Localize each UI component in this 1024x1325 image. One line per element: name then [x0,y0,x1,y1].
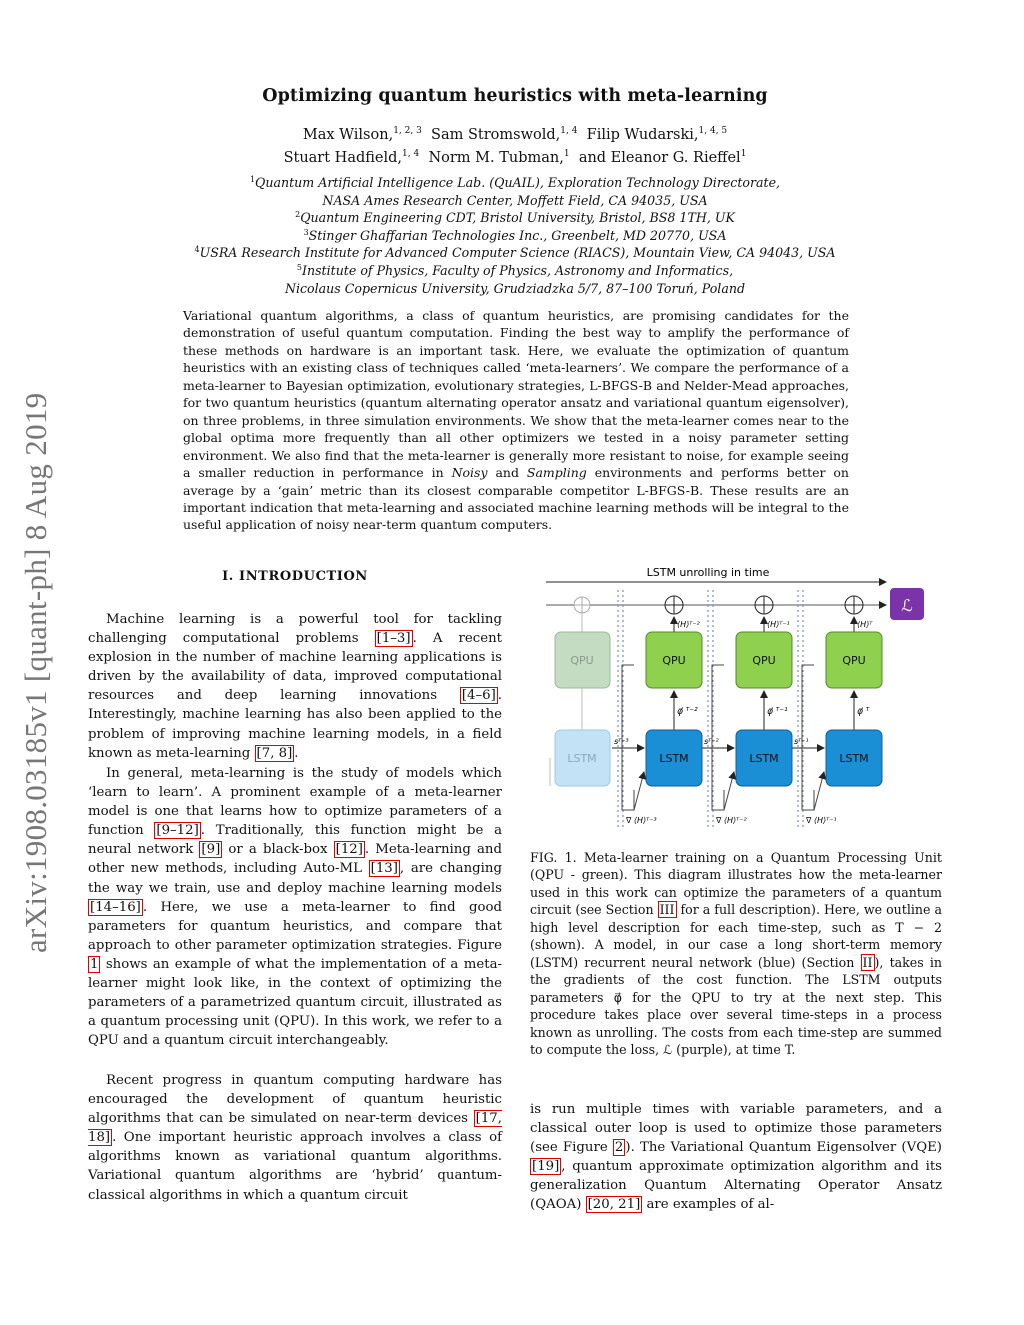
author-affil-sup: 1 [563,149,570,159]
author-affil-sup: 1 [740,149,747,159]
gradient-arrow [634,772,644,810]
qpu-label: QPU [752,654,776,667]
author-line-2 [0,147,1024,170]
timestep-blocks [612,596,882,825]
author-affil-sup: 1, 2, 3 [393,126,422,136]
author-affil-sup: 1, 4, 5 [698,126,728,136]
expectation-label: ⟨H⟩ᵀ [857,620,873,629]
lstm-label: LSTM [749,752,779,765]
gradient-label: ∇ ⟨H⟩ᵀ⁻² [716,816,747,825]
citation-link[interactable]: [1–3] [376,631,411,647]
affiliation-line: $^4$USRA Research Institute for Advanced Computer Science (RIACS), Mountain View, CA 94043, USA [194,245,836,261]
arxiv-identifier: arXiv:1908.03185v1 [quant-ph] 8 Aug 2019 [18,392,53,953]
intro-paragraph-2: In general, meta-learning is the study of models which ‘learn to learn’. A prominent example of a meta-learner model is one that learns how to optimize parameters of a function [9–12] . Traditionally, this function might be a neural network [9] or a black-box [12] . Meta-learning and other new methods, including Auto-ML [13] , are changing the way we train, use and deploy machine learning models [14–16] . Here, we use a meta-learner to find good parameters for quantum heuristics, and compare that approach to other parameter optimization strategies. Figure 1 shows an example of what the implementation of a meta-learner might look like, in the context of optimizing the parameters of a parametrized quantum circuit, illustrated as a quantum processing unit (QPU). In this work, we refer to a QPU and a quantum circuit interchangeably. [88,766,502,1049]
citation-link[interactable]: [14–16] [90,899,141,915]
figure-link[interactable]: 2 [614,1140,624,1156]
figure-lstm-unrolling [538,560,930,835]
intro-paragraph-1: Machine learning is a powerful tool for tackling challenging computational problems [1–3] . A recent explosion in the number of machine learning applications is driven by the availability of data, improved computational resources and deep learning innovations [4–6] . Interestingly, machine learning has also been applied to the problem of improving machine learning models, in a field known as meta-learning [7, 8] . [88,612,502,761]
author-list [0,124,1024,170]
citation-link[interactable]: [20, 21] [587,1197,641,1213]
lstm-label: LSTM [839,752,869,765]
state-label: sᵀ⁻¹ [794,737,809,746]
loss-symbol: ℒ [901,596,913,615]
gradient-label: ∇ ⟨H⟩ᵀ⁻¹ [806,816,837,825]
qpu-label: QPU [662,654,686,667]
section-link[interactable]: III [659,902,675,918]
right-column-paragraph: is run multiple times with variable parameters, and a classical outer loop is used to optimize those parameters (see Figure 2 ). The Variational Quantum Eigensolver (VQE) [19] , quantum approximate optimization algorithm and its generalization Quantum Alternating Operator Ansatz (QAOA) [20, 21] are examples of al- [530,1102,942,1213]
section-link[interactable]: II [862,954,873,970]
author-name: Sam Stromswold, [431,127,561,143]
affiliation-line: $^1$Quantum Artificial Intelligence Lab. (QuAIL), Exploration Technology Directorate, [249,175,781,190]
lstm-faded-label: LSTM [567,752,597,765]
citation-link[interactable]: [7, 8] [256,745,293,761]
lstm-label: LSTM [659,752,689,765]
affiliation-line: $^5$Institute of Physics, Faculty of Physics, Astronomy and Informatics, [296,262,734,278]
expectation-label: ⟨H⟩ᵀ⁻² [677,620,700,629]
expectation-label: ⟨H⟩ᵀ⁻¹ [767,620,790,629]
qpu-label: QPU [842,654,866,667]
citation-link[interactable]: [12] [335,842,363,858]
author-affil-sup: 1, 4 [402,149,420,159]
author-name: Norm M. Tubman, [428,150,564,166]
citation-link[interactable]: [13] [370,861,398,877]
figure-link[interactable]: 1 [90,956,99,972]
author-name: and Eleanor G. Rieffel [578,150,741,166]
affiliation-line: $^3$Stinger Ghaffarian Technologies Inc., Greenbelt, MD 20770, USA [303,227,727,243]
parameter-label: φ⃗ ᵀ⁻² [677,707,698,717]
intro-paragraph-3: Recent progress in quantum computing hardware has encouraged the development of quantum heuristic algorithms that can be simulated on near-term devices [17, 18] . One important heuristic approach involves a class of algorithms known as variational quantum algorithms. Variational quantum algorithms are ‘hybrid’ quantum-classical algorithms in which a quantum circuit [88,1073,502,1203]
gradient-arrow [724,772,734,810]
affiliations [0,174,1024,297]
author-affil-sup: 1, 4 [560,126,578,136]
citation-link[interactable]: [9] [201,842,221,858]
state-label: sᵀ⁻³ [614,737,629,746]
paper-title: Optimizing quantum heuristics with meta-learning [262,86,768,106]
citation-link[interactable]: [4–6] [461,688,496,704]
section-heading: I. INTRODUCTION [222,569,368,584]
qpu-faded-label: QPU [570,654,594,667]
figure-caption: FIG. 1. Meta-learner training on a Quantum Processing Unit (QPU - green). This diagram illustrates how the meta-learner used in this work can optimize the parameters of a quantum circuit (see Section III for a full description). Here, we outline a high level description for each time-step, such as T − 2 (shown). A model, in our case a long short-term memory (LSTM) recurrent neural network (blue) (Section II ), takes in the gradients of the cost function. The LSTM outputs parameters φ⃗ for the QPU to try at the next step. This procedure takes place over several time-steps in a process known as unrolling. The costs from each time-step are summed to compute the loss, ℒ (purple), at time T. [530,850,942,1057]
state-label: sᵀ⁻² [704,737,719,746]
abstract: Variational quantum algorithms, a class of quantum heuristics, are promising candidates for the demonstration of useful quantum computation. Finding the best way to amplify the performance of these methods on hardware is an important task. Here, we evaluate the optimization of quantum heuristics with an existing class of techniques called ‘meta-learners’. We compare the performance of a meta-learner to Bayesian optimization, evolutionary strategies, L-BFGS-B and Nelder-Mead approaches, for two quantum heuristics (quantum alternating operator ansatz and variational quantum eigensolver), on three problems, in three simulation environments. We show that the meta-learner comes near to the global optima more frequently than all other optimizers we tested in a noisy parameter setting environment. We also find that the meta-learner is generally more resistant to noise, for example seeing a smaller reduction in performance in Noisy and Sampling environments and performs better on average by a ‘gain’ metric than its closest comparable competitor L-BFGS-B. These results are an important indication that meta-learning and associated machine learning methods will be integral to the useful application of noisy near-term quantum computers. [183,308,849,533]
citation-link[interactable]: [17, 18] [88,1111,502,1146]
author-name: Max Wilson, [302,127,394,143]
author-name: Stuart Hadfield, [283,150,403,166]
gradient-label: ∇ ⟨H⟩ᵀ⁻³ [626,816,657,825]
citation-link[interactable]: [9–12] [156,823,199,839]
citation-link[interactable]: [19] [532,1159,560,1175]
affiliation-line: Nicolaus Copernicus University, Grudziadzka 5/7, 87–100 Toruń, Poland [284,280,746,296]
author-name: Filip Wudarski, [586,127,699,143]
gradient-arrow [814,772,824,810]
affiliation-line: $^2$Quantum Engineering CDT, Bristol University, Bristol, BS8 1TH, UK [295,210,735,226]
figure-title: LSTM unrolling in time [646,566,770,579]
affiliation-line: NASA Ames Research Center, Moffett Field, CA 94035, USA [322,192,708,208]
parameter-label: φ⃗ ᵀ [857,707,870,717]
parameter-label: φ⃗ ᵀ⁻¹ [767,707,788,717]
author-line-1 [0,124,1024,147]
